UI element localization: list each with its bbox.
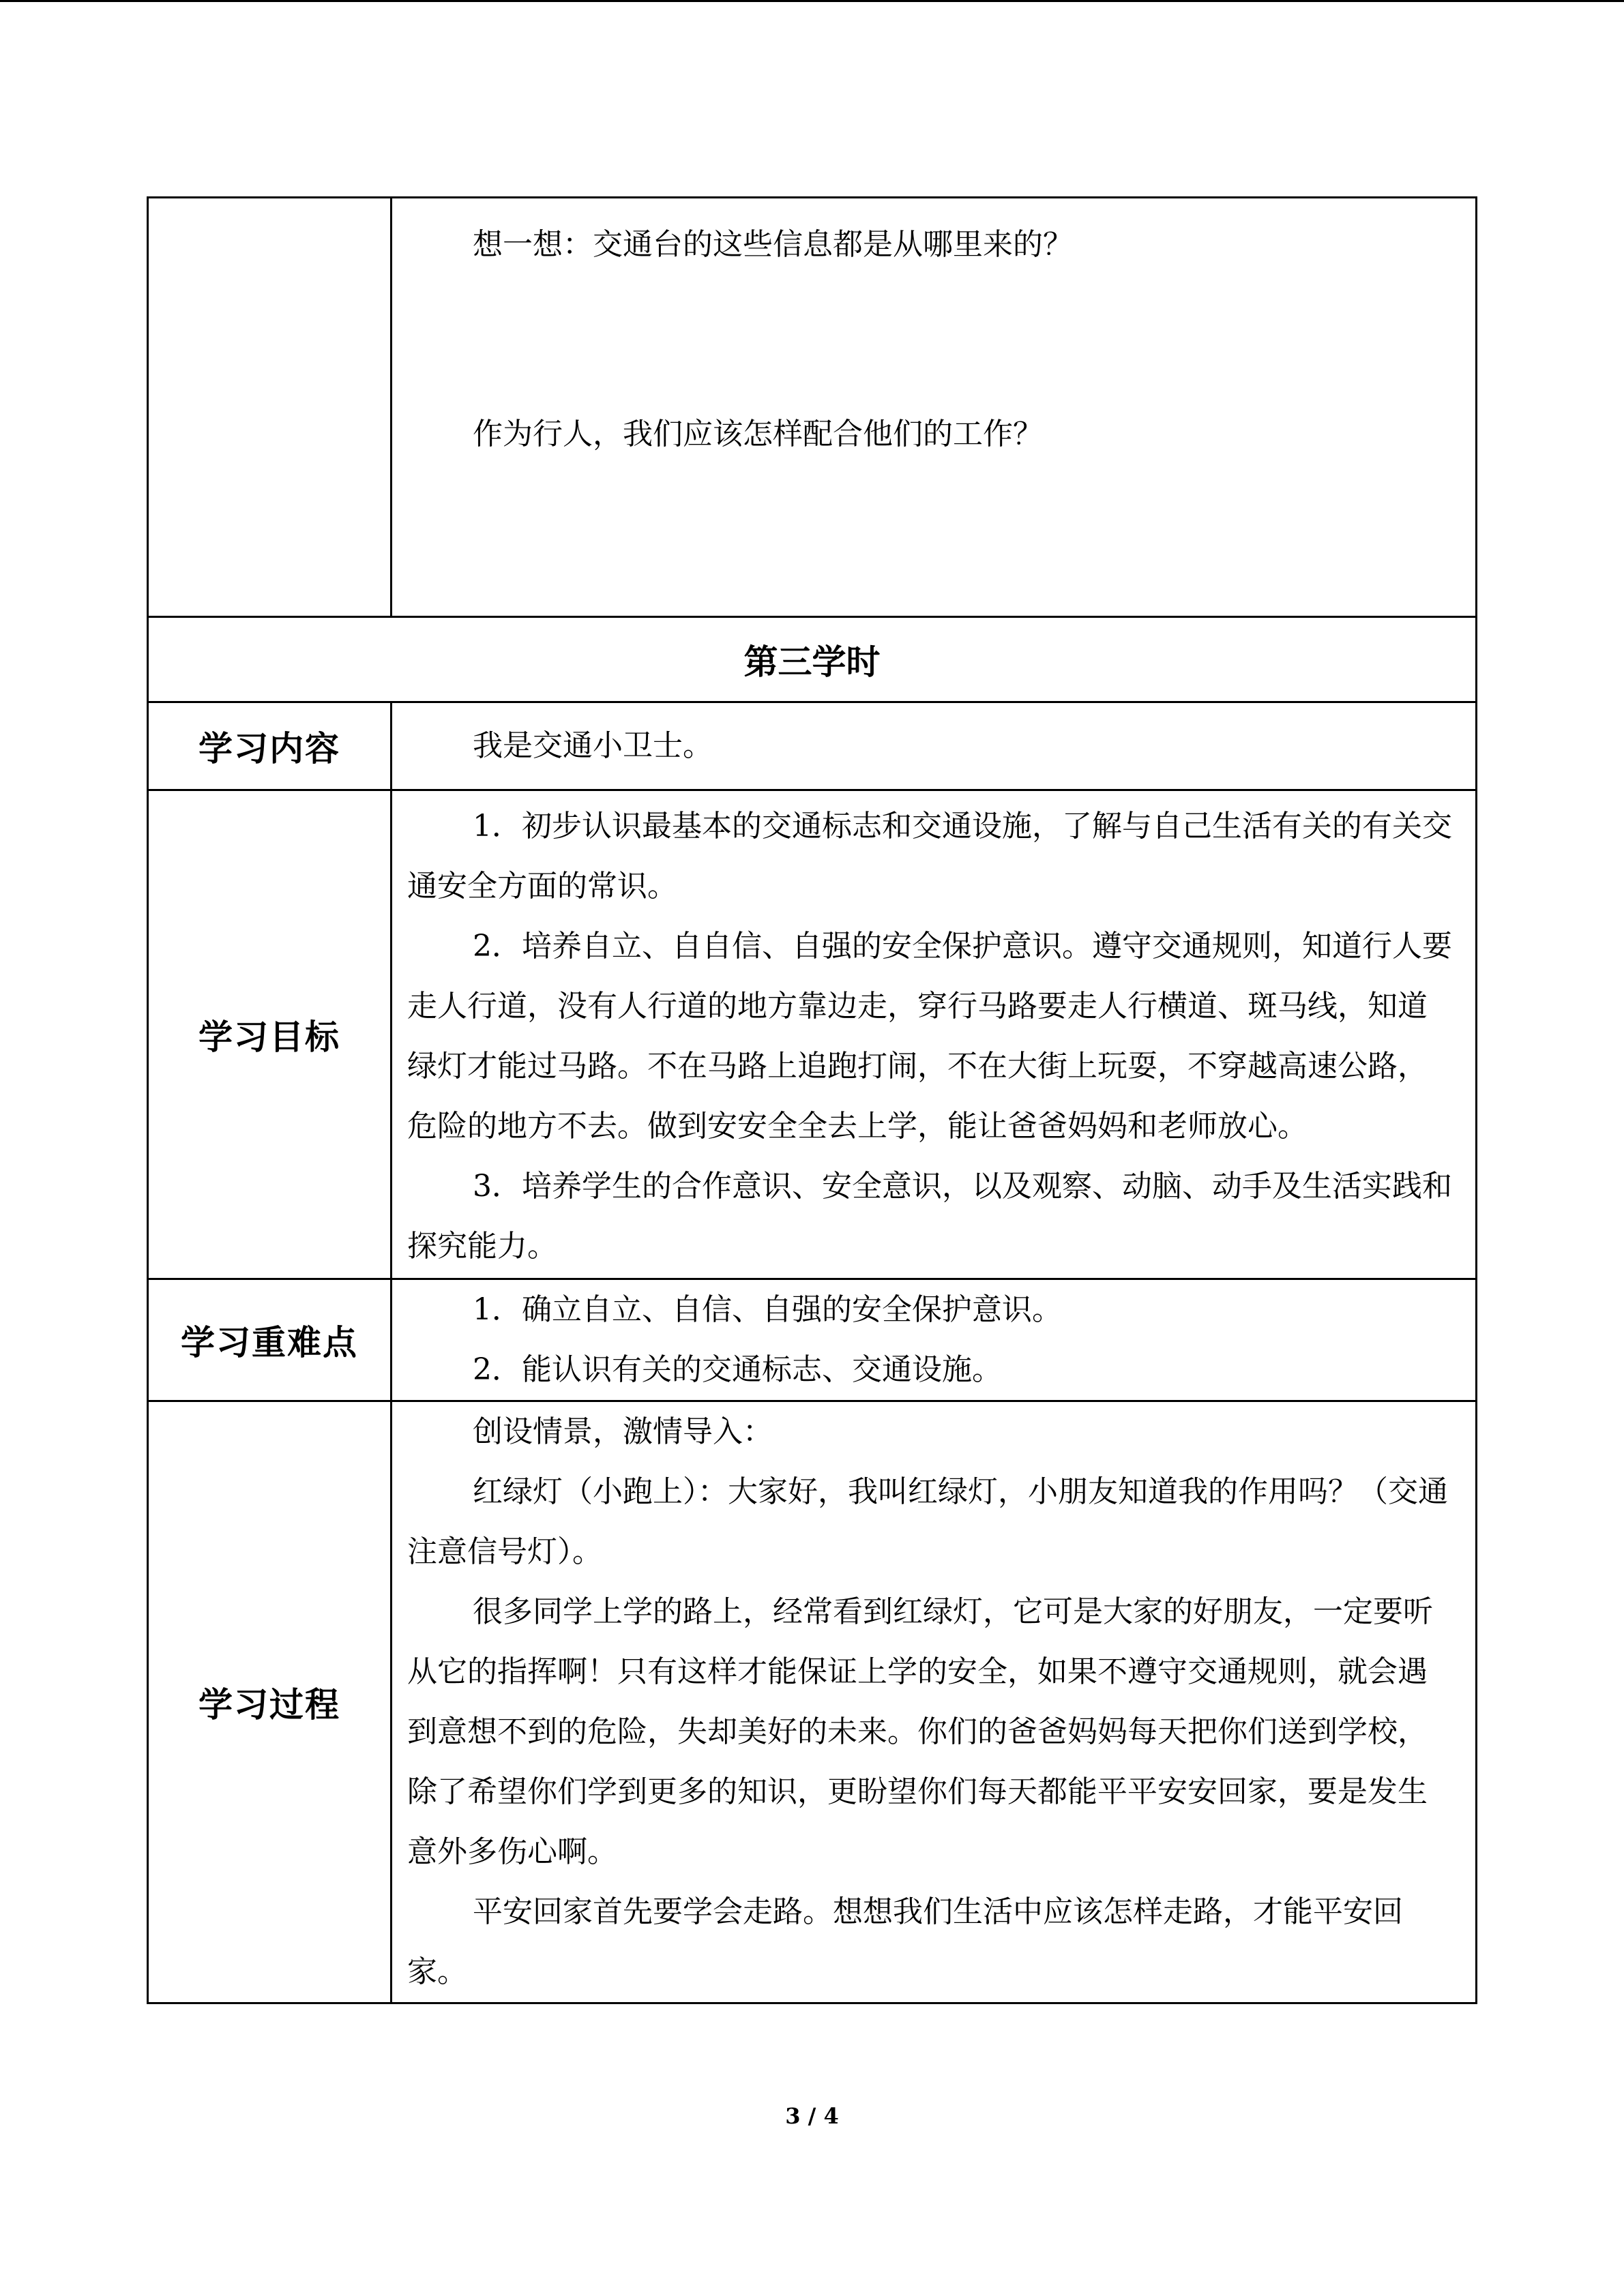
label-learning-content: 学习内容 [148, 702, 392, 790]
process-1: 创设情景，激情导入： [473, 1414, 773, 1449]
question-cooperate: 作为行人，我们应该怎样配合他们的工作？ [473, 417, 1043, 451]
question-where-from: 想一想：交通台的这些信息都是从哪里来的？ [473, 227, 1073, 262]
learning-process-cell [392, 1401, 1477, 2003]
learning-content-cell [392, 702, 1477, 790]
row-key-points [148, 1279, 1477, 1401]
goal-2: 2．培养自立、自自信、自强的安全保护意识。遵守交通规则，知道行人要走人行道，没有人行道的地方靠边走，穿行马路要走人行横道、斑马线，知道绿灯才能过马路。不在马路上追跑打闹，不在大街上玩耍，不穿越高速公路，危险的地方不去。做到安安全全去上学，能让爸爸妈妈和老师放心。 [407, 929, 1452, 1144]
row-learning-process [148, 1401, 1477, 2003]
label-learning-process: 学习过程 [148, 1401, 392, 2003]
continued-row [148, 198, 1477, 617]
goal-1: 1．初步认识最基本的交通标志和交通设施，了解与自己生活有关的有关交通安全方面的常识。 [407, 809, 1452, 904]
process-3: 很多同学上学的路上，经常看到红绿灯，它可是大家的好朋友，一定要听从它的指挥啊！只有这样才能保证上学的安全，如果不遵守交通规则，就会遇到意想不到的危险，失却美好的未来。你们的爸爸妈妈每天把你们送到学校，除了希望你们学到更多的知识，更盼望你们每天都能平平安安回家，要是发生意外多伤心啊。 [407, 1594, 1433, 1869]
spacer [407, 275, 1456, 404]
key-point-2: 2．能认识有关的交通标志、交通设施。 [473, 1352, 1002, 1387]
row-learning-content [148, 702, 1477, 790]
label-key-points: 学习重难点 [148, 1279, 392, 1401]
key-points-cell [392, 1279, 1477, 1401]
section-row [148, 617, 1477, 702]
continued-content-cell [392, 198, 1477, 617]
page-number: 3 / 4 [785, 2103, 839, 2129]
learning-goals-cell [392, 790, 1477, 1279]
lesson-plan-table [147, 196, 1477, 2004]
empty-label-cell [148, 198, 392, 617]
section-title: 第三学时 [148, 617, 1477, 702]
page-top-border [0, 0, 1624, 2]
row-learning-goals [148, 790, 1477, 1279]
learning-content-text: 我是交通小卫士。 [473, 728, 713, 763]
process-2: 红绿灯（小跑上）：大家好，我叫红绿灯，小朋友知道我的作用吗？（交通注意信号灯）。 [407, 1474, 1448, 1569]
goal-3: 3．培养学生的合作意识、安全意识，以及观察、动脑、动手及生活实践和探究能力。 [407, 1169, 1452, 1264]
key-point-1: 1．确立自立、自信、自强的安全保护意识。 [473, 1292, 1062, 1327]
process-4: 平安回家首先要学会走路。想想我们生活中应该怎样走路，才能平安回家。 [407, 1894, 1403, 1989]
label-learning-goals: 学习目标 [148, 790, 392, 1279]
